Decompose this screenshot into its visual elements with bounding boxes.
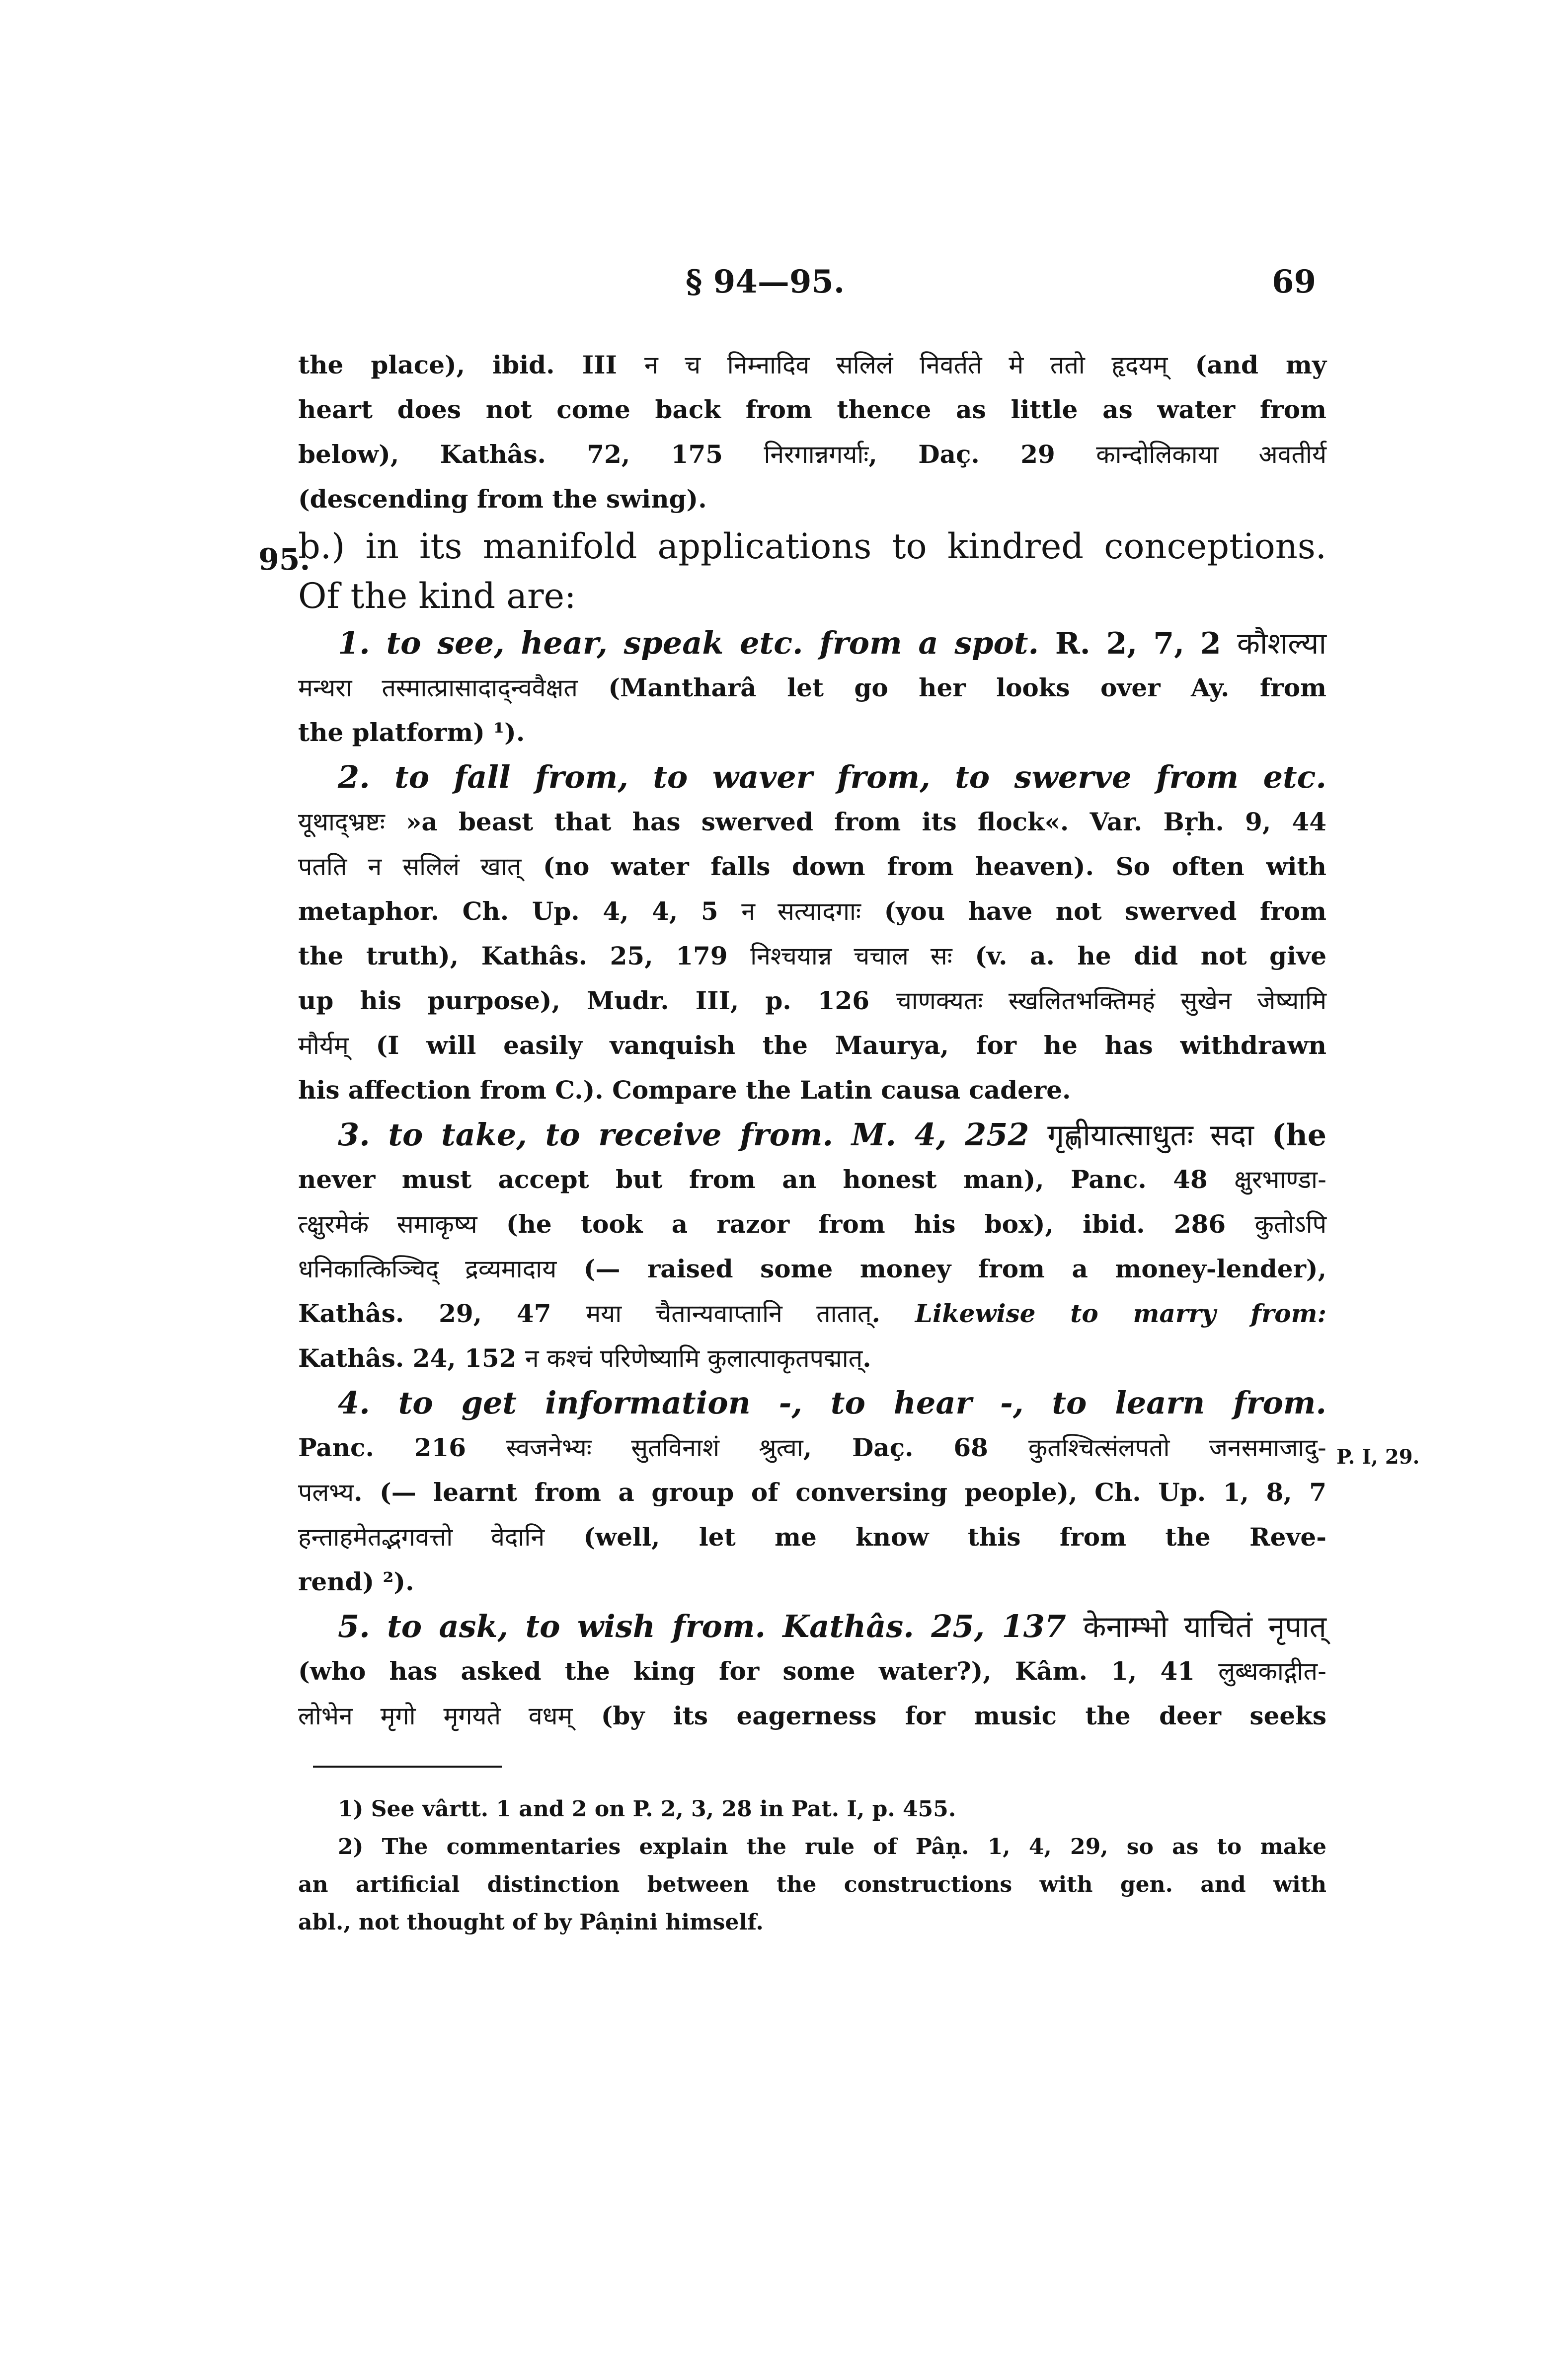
- text-line: the platform) ¹).: [298, 718, 525, 747]
- text-line: 4. to get information -, to hear -, to learn from.: [338, 1385, 1326, 1421]
- text-line: 2. to fall from, to waver from, to swerve from etc.: [338, 759, 1326, 795]
- text-line: धनिकात्किञ्चिद् द्रव्यमादाय (— raised some money from a money-lender),: [298, 1254, 1326, 1283]
- page-number: 69: [1272, 263, 1317, 300]
- text-line: rend) ²).: [298, 1567, 414, 1596]
- margin-section-marker: 95.: [258, 542, 311, 577]
- text-line: पतति न सलिलं खात् (no water falls down from heaven). So often with: [298, 852, 1326, 881]
- text-line: his affection from C.). Compare the Latin causa cadere.: [298, 1075, 1071, 1105]
- text-line: (who has asked the king for some water?), Kâm. 1, 41 लुब्धकाद्गीत-: [298, 1656, 1326, 1686]
- footnote: 1) See vârtt. 1 and 2 on P. 2, 3, 28 in Pat. I, p. 455.: [338, 1796, 956, 1822]
- text-line: त्क्षुरमेकं समाकृष्य (he took a razor from his box), ibid. 286 कुतोऽपि: [298, 1209, 1326, 1239]
- text-line: Of the kind are:: [298, 576, 576, 616]
- footnote: an artificial distinction between the constructions with gen. and with: [298, 1872, 1326, 1897]
- text-line: लोभेन मृगो मृगयते वधम् (by its eagerness for music the deer seeks: [298, 1701, 1326, 1730]
- margin-cross-reference: P. I, 29.: [1336, 1445, 1420, 1469]
- text-line: 1. to see, hear, speak etc. from a spot. R. 2, 7, 2 कौशल्या: [338, 625, 1326, 661]
- text-line: यूथाद्भ्रष्टः »a beast that has swerved from its flock«. Var. Bṛh. 9, 44: [298, 807, 1326, 836]
- section-header: § 94—95.: [686, 263, 845, 300]
- text-line: 5. to ask, to wish from. Kathâs. 25, 137 केनाम्भो याचितं नृपात्: [338, 1608, 1326, 1644]
- text-line: मन्थरा तस्मात्प्रासादाद्‌न्ववैक्षत (Mantharâ let go her looks over Ay. from: [298, 673, 1326, 702]
- text-line: up his purpose), Mudr. III, p. 126 चाणक्यतः स्खलितभक्तिमहं सुखेन जेष्यामि: [298, 986, 1326, 1015]
- text-line: 3. to take, to receive from. M. 4, 252 गृह्णीयात्साधुतः सदा (he: [338, 1116, 1327, 1153]
- text-line: मौर्यम् (I will easily vanquish the Maurya, for he has withdrawn: [298, 1031, 1326, 1060]
- footnotes: [298, 1790, 1326, 1941]
- text-line: Panc. 216 स्वजनेभ्यः सुतविनाशं श्रुत्वा, Daç. 68 कुतश्चित्संलपतो जनसमाजादु-: [298, 1433, 1326, 1462]
- main-text: [298, 343, 1326, 1738]
- footnote: 2) The commentaries explain the rule of Pâṇ. 1, 4, 29, so as to make: [338, 1834, 1326, 1859]
- text-line: पलभ्य. (— learnt from a group of conversing people), Ch. Up. 1, 8, 7: [298, 1478, 1326, 1507]
- text-line: b.) in its manifold applications to kindred conceptions.: [298, 526, 1326, 567]
- footnote-divider: [313, 1766, 502, 1768]
- text-line: Kathâs. 29, 47 मया चैतान्यवाप्तानि तातात्. Likewise to marry from:: [298, 1299, 1326, 1328]
- text-line: below), Kathâs. 72, 175 निरगान्नगर्याः, Daç. 29 कान्दोलिकाया अवतीर्य: [298, 440, 1327, 469]
- text-line: (descending from the swing).: [298, 484, 707, 514]
- text-line: metaphor. Ch. Up. 4, 4, 5 न सत्यादगाः (you have not swerved from: [298, 896, 1326, 926]
- footnote: abl., not thought of by Pâṇini himself.: [298, 1910, 764, 1935]
- text-line: Kathâs. 24, 152 न कश्चं परिणेष्यामि कुलात्पाकृतपद्मात्.: [298, 1343, 871, 1373]
- text-line: हन्ताहमेतद्भगवत्तो वेदानि (well, let me know this from the Reve-: [298, 1522, 1326, 1552]
- text-line: heart does not come back from thence as little as water from: [298, 395, 1326, 424]
- text-line: the place), ibid. III न च निम्नादिव सलिलं निवर्तते मे ततो हृदयम् (and my: [298, 350, 1327, 379]
- text-line: never must accept but from an honest man), Panc. 48 क्षुरभाण्डा-: [298, 1165, 1326, 1194]
- text-line: the truth), Kathâs. 25, 179 निश्चयान्न चचाल सः (v. a. he did not give: [298, 941, 1327, 970]
